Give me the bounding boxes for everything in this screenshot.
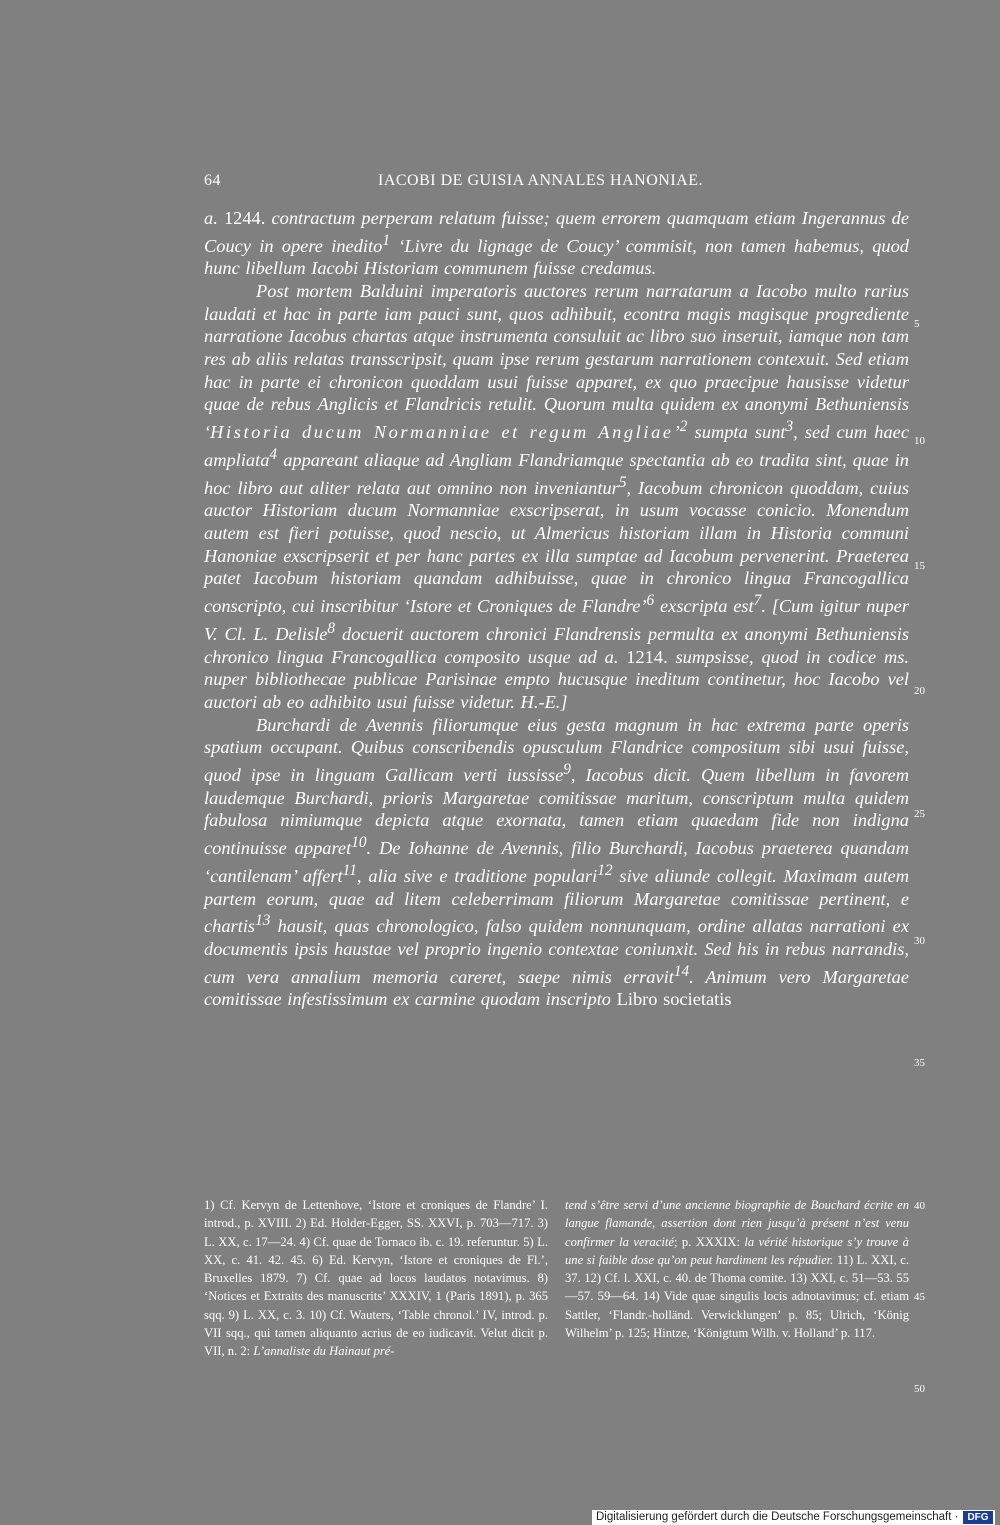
- line-number: 35: [914, 1057, 925, 1069]
- text-run: exscripta est: [654, 596, 754, 617]
- footnote-ref: 10: [351, 833, 367, 851]
- paragraph-2: [204, 280, 909, 713]
- year-1214: 1214.: [626, 646, 668, 667]
- text-run: sumpsisse, quod in codice ms. nuper bibliothecae publicae Parisinae empto hucusque ineditum continetur, hoc Iacobo vel auctori ab eo adhibito usui fuisse videtur. H.-E.]: [204, 646, 910, 712]
- year-1244: 1244.: [223, 208, 266, 228]
- credit-text: Digitalisierung gefördert durch die Deutsche Forschungsgemeinschaft ·: [596, 1511, 959, 1523]
- text-run: appareant aliaque ad Angliam Flandriamque spectantia ab eo tradita sint, quae in hoc libro aut aliter relata aut omnino non inveniantur: [204, 449, 909, 498]
- text-run: , alia sive e traditione populari: [356, 865, 598, 886]
- footnote-ref: 1: [382, 231, 390, 249]
- text-run: Burchardi de Avennis filiorumque eius gesta magnum in hac extrema parte operis spatium occupant. Quibus conscribendis opusculum Flandrice compositum sibi usui fuisse, quod ipse in linguam Gallicam verti iussisse: [204, 714, 909, 785]
- footnote-text: , n. 2:: [221, 1344, 254, 1358]
- footnote-text: L’annaliste du Hainaut pré-: [253, 1344, 395, 1358]
- running-title: IACOBI DE GUISIA ANNALES HANONIAE.: [378, 172, 703, 189]
- footnote-line-number: 45: [914, 1291, 925, 1303]
- footnote-ref: 7: [753, 592, 762, 609]
- footnote-text: VII: [204, 1344, 222, 1358]
- paragraph-3: [204, 714, 909, 1012]
- footnote-ref: 6: [646, 592, 655, 609]
- text-run: sumpta sunt: [687, 422, 786, 443]
- footnote-text: :: [736, 1234, 745, 1249]
- text-run: contractum perperam relatum fuisse; quem errorem quamquam etiam Ingerannus de Coucy in opere inedito: [204, 208, 909, 256]
- footnote-text: 1) Cf. Kervyn de Lettenhove, ‘Istore et croniques de Flandre’ I. introd., p.: [204, 1198, 548, 1231]
- footnote-text: . 2) Ed. Holder-Egger, SS. XXVI, p. 703—717. 3) L. XX, c. 17—24. 4) Cf. quae de Tornaco ib. c. 19. referuntur. 5) L. XX, c. 41. 42. 45. 6) Ed. Kervyn, ‘Istore et croniques de Fl.’, Bruxelles 1879. 7) Cf. quae ad locos laudatos notavimus. 8) ‘Notices et Extraits des manuscrits’ XXXIV, 1 (Paris 1891), p. 365 sqq. 9) L. XX, c. 3. 10) Cf. Wauters, ‘Table chronol.’ IV, introd. p.: [204, 1216, 548, 1322]
- page-number: 64: [204, 172, 221, 189]
- footnote-ref: 3: [785, 418, 794, 436]
- text-run: . Animum vero Margaretae comitissae infestissimum ex carmine quodam inscripto: [204, 966, 909, 1010]
- text-run: ‘Livre du lignage de Coucy’ commisit, non tamen habemus, quod hunc libellum Iacobi Historiam communem fuisse credamus.: [204, 235, 909, 279]
- footnotes-right: [565, 1196, 909, 1342]
- text-run: ’: [673, 422, 680, 443]
- line-number: 20: [914, 685, 925, 697]
- line-number: 25: [914, 808, 925, 820]
- footnote-line-number: 40: [914, 1200, 925, 1212]
- text-run: sive aliunde collegit. Maximam autem partem eorum, quae ad litem celeberrimam filiorum Margaretae comitissae pertinent, e chartis: [204, 865, 909, 937]
- footnote-ref: 5: [618, 473, 627, 491]
- footnote-text: XXXIX: [695, 1234, 737, 1249]
- footnote-line-number: 50: [914, 1383, 925, 1395]
- footnote-ref: 11: [342, 861, 357, 879]
- text-run: . De Iohanne de Avennis, filio Burchardi, Iacobus praeterea quandam ‘cantilenam’ affert: [204, 838, 910, 886]
- paragraph-1: [204, 207, 909, 280]
- line-number: 10: [914, 435, 925, 447]
- footnote-ref: 14: [673, 962, 690, 980]
- text-run: hausit, quas chronologico, falso quidem nonnunquam, ordine allatas narrationi ex documentis ipsis haustae vel proprio ingenio contextae coniunxit. Sed his in rebus narrandis, cum vera annalium memoria careret, saepe nimis erravit: [204, 916, 909, 987]
- text-run: Post mortem Balduini imperatoris auctores rerum narratarum a Iacobo multo rarius laudati et hac in parte iam pauci sunt, quos adhibuit, econtra magis magisque progrediente narratione Iacobus chartas atque instrumenta consuluit ac libro suo inseruit, iamque non tam res ab aliis relatas transscripsit, quam ipse rerum gestarum narrationem contexuit. Sed etiam hac in parte ei chronicon quoddam usui fuisse apparet, ex quo praecipue hausisse videtur quae de rebus Anglicis et Flandricis retulit. Quorum multa quidem ex anonymi Bethuniensis ‘: [204, 281, 909, 443]
- footnote-text: la vérité historique s’y trouve à une si faible dose qu’on peut hardiment les répudier.: [565, 1234, 909, 1267]
- footnote-text: VII: [204, 1325, 222, 1340]
- line-number: 30: [914, 935, 925, 947]
- footnote-ref: 13: [255, 912, 271, 930]
- line-number: 5: [914, 318, 920, 330]
- digitization-credit: [592, 1510, 995, 1525]
- main-text: [204, 207, 909, 1011]
- footnote-ref: 8: [327, 619, 336, 637]
- line-number: 15: [914, 560, 925, 572]
- text-run: , Iacobus dicit. Quem libellum in favorem laudemque Burchardi, prioris Margaretae comitissae maritum, conscriptum multa quidem fabulosa nimiumque depicta atque exornata, tamen etiam quaedam fide non indigna continuisse apparet: [204, 764, 909, 859]
- footnote-ref: 12: [597, 861, 613, 879]
- footnote-text: sqq., qui tamen aliquanto acrius de eo iudicavit. Velut dicit p.: [221, 1325, 548, 1340]
- footnote-text: 11) L. XXI, c. 37. 12) Cf. l. XXI, c. 40. de Thoma comite. 13) XXI, c. 51—53. 55—57. 59—64. 14) Vide quae singulis locis adnotavimus; cf. etiam Sattler, ‘Flandr.-holländ. Verwicklungen’ p. 85; Ulrich, ‘König Wilhelm’ p. 125; Hintze, ‘Königtum Wilh. v. Holland’ p. 117.: [565, 1252, 910, 1340]
- footnote-ref: 9: [563, 760, 571, 778]
- text-run: , Iacobum chronicon quoddam, cuius auctor Historiam ducum Normanniae exscripserat, in usum vocasse conicio. Monendum autem est fieri potuisse, quod nescio, ut Almericus historiam illam in Historia communi Hanoniae exscripserit et per hanc partes ex illa sumptae ad Iacobum pervenerint. Praeterea patet Iacobum historiam quandam adhibuisse, quae in chronico lingua Francogallica conscripto, cui inscribitur ‘Istore et Croniques de Flandre’: [204, 477, 909, 617]
- footnote-ref: 4: [269, 445, 278, 463]
- footnote-text: XVIII: [257, 1216, 289, 1231]
- footnote-text: tend s’être servi d’une ancienne biographie de Bouchard écrite en langue flamande, assertion dont rien jusqu’à présent n’est venu confirmer la veracité: [565, 1198, 909, 1249]
- text-run: , sed cum haec ampliata: [204, 422, 909, 470]
- text-run: . [Cum igitur nuper V. Cl. L. Delisle: [204, 596, 909, 644]
- spaced-title: Historia ducum Normanniae et regum Angliae: [210, 422, 674, 443]
- text-run: docuerit auctorem chronici Flandrensis permulta ex anonymi Bethuniensis chronico lingua Francogallica composito usque ad a.: [204, 623, 909, 667]
- dfg-logo[interactable]: DFG: [963, 1511, 993, 1524]
- footnote-text: ; p.: [673, 1234, 696, 1249]
- text-run: a.: [204, 208, 224, 228]
- book-title: Libro societatis: [616, 989, 732, 1010]
- footnote-ref: 2: [679, 418, 688, 436]
- footnotes-left: [204, 1196, 548, 1360]
